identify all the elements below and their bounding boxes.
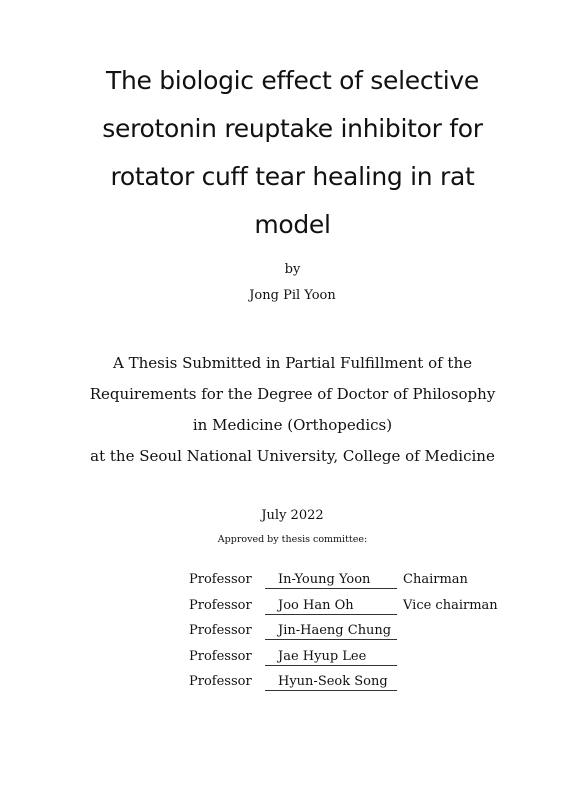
committee-member: [189, 647, 498, 673]
thesis-statement: [0, 348, 585, 472]
approved-label: Approved by thesis committee:: [217, 534, 368, 545]
thesis-line-1: A Thesis Submitted in Partial Fulfillment of the: [113, 354, 472, 372]
member-role: Vice chairman: [403, 597, 498, 613]
by-label: by: [284, 262, 301, 277]
committee-member: [189, 621, 498, 647]
thesis-title: [0, 57, 585, 249]
member-name: Joo Han Oh: [265, 598, 397, 615]
committee-list: [189, 570, 498, 698]
member-title: Professor: [189, 674, 252, 689]
thesis-line-2: Requirements for the Degree of Doctor of Philosophy: [89, 385, 496, 403]
member-name: In-Young Yoon: [265, 572, 397, 589]
title-line-3: rotator cuff tear healing in rat: [110, 162, 475, 191]
member-role: Chairman: [403, 572, 468, 587]
member-title: Professor: [189, 623, 252, 638]
committee-member: [189, 570, 498, 596]
title-line-1: The biologic effect of selective: [105, 66, 479, 95]
member-title: Professor: [189, 572, 252, 587]
member-name: Hyun-Seok Song: [265, 674, 397, 691]
thesis-line-3: in Medicine (Orthopedics): [192, 416, 393, 434]
committee-member: [189, 672, 498, 698]
author-name: Jong Pil Yoon: [249, 288, 336, 303]
thesis-line-4: at the Seoul National University, College of Medicine: [90, 447, 495, 465]
committee-member: [189, 596, 498, 622]
title-line-4: model: [254, 210, 331, 239]
member-title: Professor: [189, 597, 252, 613]
submission-date: July 2022: [261, 508, 324, 523]
title-line-2: serotonin reuptake inhibitor for: [102, 114, 483, 143]
member-title: Professor: [189, 648, 252, 664]
member-name: Jae Hyup Lee: [265, 649, 397, 666]
member-name: Jin-Haeng Chung: [265, 623, 397, 640]
